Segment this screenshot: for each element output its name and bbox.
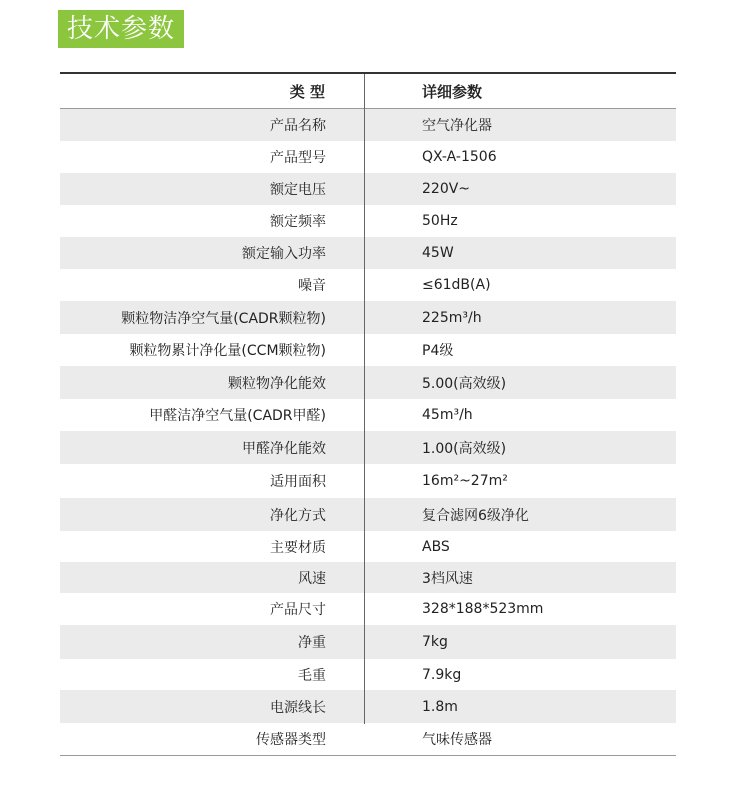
row-label: 颗粒物净化能效	[228, 375, 326, 392]
table-row	[60, 659, 676, 690]
row-value: ≤61dB(A)	[422, 277, 491, 293]
row-value: 225m³/h	[422, 309, 482, 326]
row-value: 16m²~27m²	[422, 473, 508, 489]
row-value: P4级	[422, 343, 454, 359]
table-row	[60, 562, 676, 593]
table-row	[60, 498, 676, 531]
row-value: 7.9kg	[422, 666, 462, 683]
row-label: 传感器类型	[256, 732, 326, 748]
row-value: ABS	[422, 538, 450, 555]
row-label: 适用面积	[270, 474, 326, 490]
row-label: 毛重	[298, 667, 326, 684]
row-label: 噪音	[298, 278, 326, 294]
column-divider	[364, 74, 365, 724]
row-value: 1.00(高效级)	[422, 440, 507, 457]
row-label: 电源线长	[270, 699, 326, 716]
row-label: 主要材质	[270, 539, 326, 556]
table-row	[60, 690, 676, 723]
header-detail: 详细参数	[422, 82, 483, 101]
page-title: 技术参数	[58, 10, 184, 48]
table-row	[60, 593, 676, 625]
row-label: 甲醛净化能效	[242, 440, 326, 457]
row-value: 空气净化器	[422, 118, 492, 134]
row-label: 产品尺寸	[270, 602, 326, 618]
row-label: 额定输入功率	[242, 246, 326, 262]
table-bottom-rule	[60, 755, 676, 756]
row-label: 风速	[298, 570, 326, 587]
row-label: 净重	[298, 635, 326, 651]
row-label: 产品名称	[270, 118, 326, 134]
row-value: 50Hz	[422, 213, 458, 229]
row-value: 45W	[422, 245, 454, 261]
table-row	[60, 366, 676, 399]
spec-table	[60, 72, 676, 756]
table-row	[60, 301, 676, 334]
table-row	[60, 464, 676, 498]
table-row	[60, 399, 676, 431]
row-label: 甲醛洁净空气量(CADR甲醛)	[149, 408, 326, 424]
row-value: 45m³/h	[422, 407, 473, 423]
row-label: 颗粒物累计净化量(CCM颗粒物)	[129, 343, 326, 359]
table-row	[60, 269, 676, 301]
table-row	[60, 205, 676, 237]
header-type: 类 型	[289, 82, 325, 101]
row-label: 颗粒物洁净空气量(CADR颗粒物)	[121, 310, 326, 327]
table-row	[60, 531, 676, 562]
row-label: 产品型号	[270, 150, 326, 166]
row-label: 净化方式	[270, 507, 326, 524]
table-row	[60, 141, 676, 173]
row-value: 328*188*523mm	[422, 601, 544, 617]
row-value: 220V~	[422, 181, 471, 197]
table-row	[60, 334, 676, 366]
table-row	[60, 431, 676, 464]
row-label: 额定频率	[270, 214, 326, 230]
row-value: 复合滤网6级净化	[422, 507, 529, 524]
table-row	[60, 109, 676, 141]
row-value: 1.8m	[422, 698, 458, 715]
table-body	[60, 109, 676, 755]
row-value: QX-A-1506	[422, 149, 497, 165]
table-row	[60, 625, 676, 659]
table-row	[60, 723, 676, 755]
table-row	[60, 237, 676, 269]
row-value: 气味传感器	[422, 732, 492, 748]
table-header	[60, 74, 676, 109]
table-row	[60, 173, 676, 205]
row-value: 3档风速	[422, 570, 473, 587]
row-value: 5.00(高效级)	[422, 375, 507, 392]
row-label: 额定电压	[270, 182, 326, 198]
row-value: 7kg	[422, 634, 448, 650]
